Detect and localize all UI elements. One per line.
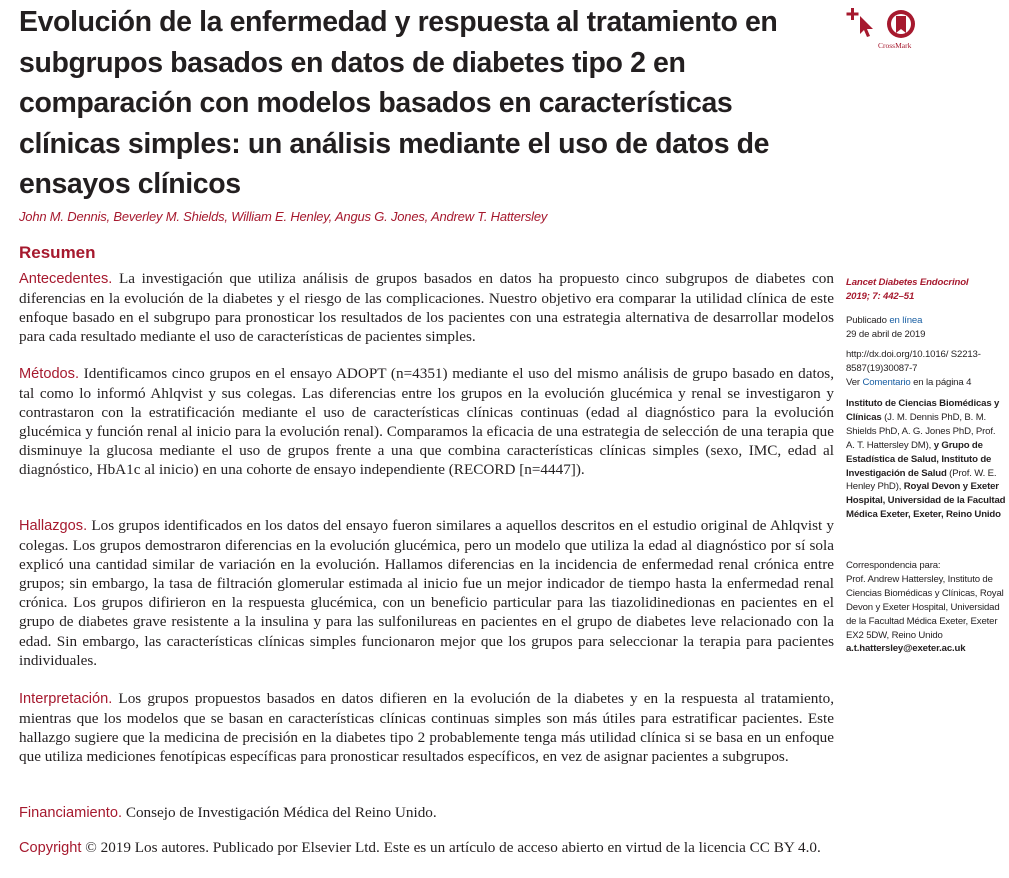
section-antecedentes <box>19 269 834 346</box>
crossmark-label: CrossMark <box>878 41 912 50</box>
published-date: 29 de abril de 2019 <box>846 328 926 340</box>
sidebar-affiliations <box>846 397 1006 522</box>
section-interpretacion <box>19 689 834 766</box>
correspondence-label: Correspondencia para: <box>846 560 941 571</box>
section-text: Los grupos propuestos basados en datos difieren en la evolución de la diabetes y en la respuesta al tratamiento, mientras que los modelos que se basan en características clínicas continuas simples son más útiles para estratificar pacientes. Este hallazgo sugiere que la medicina de precisión en la diabetes tipo 2 probablemente tenga más utilidad clínica si se basa en un enfoque que utiliza mediciones fenotípicas específicas para pronosticar resultados específicos, en vez de asignar pacientes a subgrupos. <box>19 690 834 766</box>
published-online-link[interactable]: en línea <box>889 315 923 326</box>
section-label: Interpretación. <box>19 691 113 707</box>
journal-volume[interactable]: 2019; 7: 442–51 <box>846 290 915 302</box>
sidebar-doi <box>846 348 1006 390</box>
sidebar-journal-info <box>846 276 1006 304</box>
section-financiamiento <box>19 803 834 823</box>
section-text: © 2019 Los autores. Publicado por Elsevier Ltd. Este es un artículo de acceso abierto en virtud de la licencia CC BY 4.0. <box>81 839 821 856</box>
journal-name[interactable]: Lancet Diabetes Endocrinol <box>846 277 969 288</box>
section-label: Antecedentes. <box>19 271 113 287</box>
sidebar-correspondence <box>846 559 1006 656</box>
see-prefix: Ver <box>846 376 860 388</box>
section-text: Consejo de Investigación Médica del Reino Unido. <box>122 804 437 821</box>
correspondence-address: Prof. Andrew Hattersley, Instituto de Ciencias Biomédicas y Clínicas, Royal Devon y Exeter Hospital, Universidad de la Facultad Médica Exeter, Exeter EX2 5DW, Reino Unido <box>846 573 1004 641</box>
affiliation-people: (Prof. W. E. Henley PhD), <box>846 467 997 493</box>
section-label: Copyright <box>19 840 82 856</box>
section-label: Métodos. <box>19 366 80 382</box>
sidebar-publication <box>846 314 1006 342</box>
section-hallazgos <box>19 516 834 670</box>
summary-heading: Resumen <box>19 243 96 262</box>
section-copyright <box>19 838 834 858</box>
section-text: Los grupos identificados en los datos del ensayo fueron similares a aquellos descritos en el estudio original de Ahlqvist y colegas. Los grupos demostraron diferencias en la evolución glucémica, pero un modelo que utiliza la edad al diagnóstico por sí sola explicó una cantidad similar de variación en la evolución. Hallamos diferencias en la incidencia de enfermedad renal crónica entre grupos; sin embargo, la tasa de filtración glomerular estimada al inicio fue un mejor indicador de tiempo hasta la enfermedad renal crónica. Los grupos difirieron en la respuesta glucémica, con un beneficio particular para las tiazolidinedionas en pacientes en el grupo de diabetes grave resistente a la insulina y para las sulfonilureas en pacientes en el grupo de diabetes leve relacionado con la edad. Sin embargo, las características clínicas simples funcionaron mejor que los grupos para seleccionar la terapia para pacientes individuales. <box>19 517 834 669</box>
doi-link[interactable]: http://dx.doi.org/10.1016/ S2213-8587(19)30087-7 <box>846 349 981 374</box>
section-label: Hallazgos. <box>19 518 88 534</box>
section-text: La investigación que utiliza análisis de grupos basados en datos ha propuesto cinco subgrupos de diabetes con diferencias en la evolución de la diabetes y el riesgo de las complicaciones. Nuestro objetivo era comparar la utilidad clínica de este enfoque basado en el subgrupo para pronosticar los resultados de los pacientes con una estrategia alternativa de desarrollar modelos para cada resultado mediante el uso de características de pacientes simples. <box>19 270 834 346</box>
section-text: Identificamos cinco grupos en el ensayo ADOPT (n=4351) mediante el uso del mismo análisis de grupo basado en datos, tal como lo informó Ahlqvist y sus colegas. Las diferencias entre los grupos en la evolución glucémica y renal se investigaron y contrastaron con la estratificación mediante el uso de características clínicas continuas (edad al diagnóstico para la evolución glucémica y función renal al inicio para la evolución renal). Comparamos la eficacia de una estrategia de selección de una terapia que disminuye la glucosa mediante el uso de grupos frente a una que combina características clínicas simples (sexo, IMC, edad al diagnóstico, HbA1c al inicio) en una cohorte de ensayo independiente (RECORD [n=4447]). <box>19 365 834 479</box>
article-title: Evolución de la enfermedad y respuesta al tratamiento en subgrupos basados en datos de diabetes tipo 2 en comparación con modelos basados en características clínicas simples: un análisis mediante el uso de datos de ensayos clínicos <box>19 6 778 200</box>
affiliation-people: (J. M. Dennis PhD, B. M. Shields PhD, A. G. Jones PhD, Prof. A. T. Hattersley DM), <box>846 411 996 451</box>
affiliation-org: Instituto de Ciencias Biomédicas y Clínicas <box>846 398 1000 423</box>
affiliation-org: Royal Devon y Exeter Hospital, Universidad de la Facultad Médica Exeter, Exeter, Reino Unido <box>846 481 1006 521</box>
see-suffix: en la página 4 <box>913 376 972 388</box>
author-list: John M. Dennis, Beverley M. Shields, William E. Henley, Angus G. Jones, Andrew T. Hattersley <box>19 209 548 224</box>
correspondence-email[interactable]: a.t.hattersley@exeter.ac.uk <box>846 643 966 655</box>
comment-link[interactable]: Comentario <box>862 376 911 388</box>
published-prefix: Publicado <box>846 315 887 326</box>
affiliation-org: y Grupo de Estadística de Salud, Instituto de Investigación de Salud <box>846 439 992 479</box>
section-metodos <box>19 364 834 480</box>
section-label: Financiamiento. <box>19 805 123 821</box>
